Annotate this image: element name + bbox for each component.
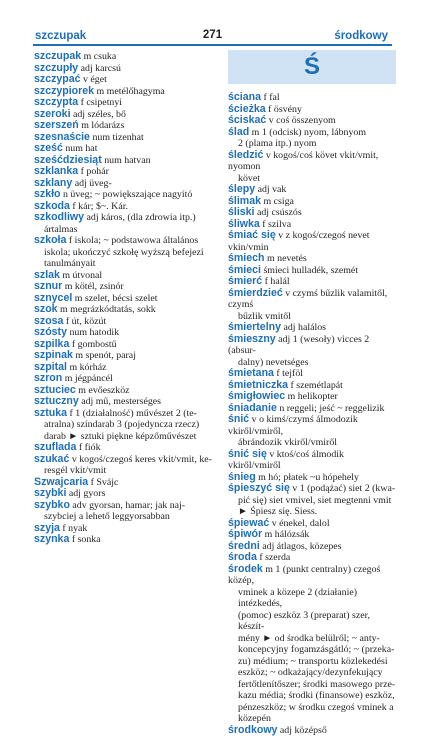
entry-headword: śmierć xyxy=(228,275,262,287)
entry-definition: eszköz; ~ odkażający/dezynfekujący xyxy=(238,667,383,678)
entry-definition: adj középső xyxy=(280,725,327,736)
entry-definition: f nyak xyxy=(62,523,87,534)
right-column xyxy=(228,92,398,736)
entry-headword: ścieżka xyxy=(228,103,266,115)
entry-definition: kazu média; środki (finansowe) eszköz, xyxy=(238,690,395,701)
entry-definition: adj széles, bő xyxy=(73,109,126,120)
entry-definition: m kórház xyxy=(69,362,106,373)
entry-headword: śmietana xyxy=(228,367,274,379)
entry-definition: f tejföl xyxy=(276,368,303,379)
entry-definition: m metélőhagyma xyxy=(97,86,165,97)
dictionary-entry xyxy=(228,449,398,472)
entry-definition: bűzlik vmitől xyxy=(238,311,291,322)
entry-definition: adj csúszós xyxy=(257,207,302,218)
entry-headword: śledzić xyxy=(228,149,263,161)
entry-headword: ślepy xyxy=(228,183,255,195)
entry-definition: adj halálos xyxy=(283,322,326,333)
entry-headword: szkoda xyxy=(34,200,70,212)
entry-definition: f csipetnyi xyxy=(81,97,122,108)
entry-headword: środek xyxy=(228,563,263,575)
entry-continuation xyxy=(228,690,398,702)
entry-definition: m helikopter xyxy=(288,391,338,402)
entry-continuation xyxy=(34,247,218,259)
entry-definition: koncepcyjny fogamzásgátló; ~ (przeka- xyxy=(238,644,394,655)
entry-definition: m lódarázs xyxy=(81,120,124,131)
dictionary-entry xyxy=(228,230,398,253)
entry-headword: średni xyxy=(228,540,260,552)
dictionary-entry xyxy=(228,414,398,437)
entry-definition: f sonka xyxy=(72,534,101,545)
entry-continuation xyxy=(34,511,218,523)
entry-headword: szok xyxy=(34,303,58,315)
entry-headword: szczypta xyxy=(34,96,78,108)
entry-definition: f 1 (działalność) művészet 2 (te- xyxy=(69,408,197,419)
entry-definition: m hálózsák xyxy=(265,529,310,540)
entry-headword: szesnaście xyxy=(34,131,90,143)
entry-definition: m jégpáncél xyxy=(65,373,113,384)
dictionary-entry xyxy=(228,725,398,736)
entry-headword: środkowy xyxy=(228,724,277,736)
entry-headword: szkodliwy xyxy=(34,211,84,223)
dictionary-entry xyxy=(34,235,218,247)
entry-headword: szeroki xyxy=(34,108,71,120)
entry-definition: adj mű, mesterséges xyxy=(81,396,161,407)
entry-headword: śmieszny xyxy=(228,333,276,345)
page-header xyxy=(0,0,425,44)
entry-headword: śmietniczka xyxy=(228,379,288,391)
entry-headword: śnieg xyxy=(228,471,256,483)
entry-definition: 2 (plama itp.) nyom xyxy=(238,138,316,149)
dictionary-entry xyxy=(228,115,398,127)
entry-headword: ślad xyxy=(228,126,249,138)
entry-definition: f Svájc xyxy=(91,477,119,488)
entry-continuation xyxy=(228,633,398,645)
entry-headword: szyja xyxy=(34,522,60,534)
dictionary-entry xyxy=(228,334,398,357)
entry-headword: sznur xyxy=(34,280,62,292)
entry-definition: közepén xyxy=(238,713,271,724)
entry-headword: śmiać się xyxy=(228,229,276,241)
entry-definition: f pohár xyxy=(81,166,109,177)
entry-continuation xyxy=(34,258,218,270)
entry-definition: ► Śpiesz się. Siess. xyxy=(238,506,317,517)
dictionary-entry xyxy=(228,564,398,587)
dictionary-entry xyxy=(34,500,218,512)
page-number: 271 xyxy=(0,29,425,41)
entry-definition: mény ► od środka belülről; ~ anty- xyxy=(238,633,380,644)
entry-headword: szósty xyxy=(34,326,67,338)
entry-definition: v ktoś/coś álmodik vkiről/vmiről xyxy=(228,449,344,472)
entry-definition: pić się) siet vmivel, siet megtenni vmit xyxy=(238,495,391,506)
entry-definition: f kár; $~. Kár. xyxy=(72,201,128,212)
entry-definition: adv gyorsan, hamar; jak naj- xyxy=(72,500,185,511)
entry-definition: f fiók xyxy=(79,442,101,453)
entry-definition: f iskola; ~ podstawowa általános xyxy=(69,235,198,246)
entry-headword: śpiewać xyxy=(228,517,269,529)
entry-headword: szczypiorek xyxy=(34,85,94,97)
entry-definition: v éget xyxy=(83,74,107,85)
entry-definition: num hatodik xyxy=(69,327,119,338)
dictionary-entry xyxy=(228,403,398,415)
entry-definition: f szerda xyxy=(259,552,290,563)
entry-headword: śnić się xyxy=(228,448,267,460)
entry-definition: zu) médium; ~ transportu közlekedési xyxy=(238,656,388,667)
entry-continuation xyxy=(34,419,218,431)
entry-definition: resgél vkit/vmit xyxy=(44,465,106,476)
entry-headword: śliwka xyxy=(228,218,260,230)
entry-headword: śliski xyxy=(228,206,255,218)
entry-definition: ábrándozik vkiről/vmiről xyxy=(238,437,337,448)
entry-headword: szklany xyxy=(34,177,72,189)
entry-headword: śmierdzieć xyxy=(228,287,283,299)
entry-headword: śmieci xyxy=(228,264,261,276)
dictionary-entry xyxy=(34,212,218,224)
entry-definition: m csuka xyxy=(84,51,117,62)
entry-definition: m útvonal xyxy=(62,270,102,281)
entry-definition: n reggeli; jeść ~ reggelizik xyxy=(279,403,384,414)
entry-definition: darab ► sztuki piękne képzőművészet xyxy=(44,431,196,442)
entry-definition: v z kogoś/czegoś nevet vkin/vmin xyxy=(228,230,370,253)
entry-definition: adj vak xyxy=(258,184,287,195)
dictionary-entry xyxy=(228,150,398,173)
entry-headword: śmiech xyxy=(228,252,265,264)
entry-definition: tanulmányait xyxy=(44,258,96,269)
entry-definition: m 1 (punkt centralny) czegoś közép, xyxy=(228,564,380,587)
entry-headword: szczupak xyxy=(34,50,81,62)
entry-definition: f út, közút xyxy=(66,316,106,327)
entry-headword: ściskać xyxy=(228,114,266,126)
entry-headword: szukać xyxy=(34,453,69,465)
entry-definition: szybciej a lehető leggyorsabban xyxy=(44,511,170,522)
entry-headword: śpiwór xyxy=(228,528,262,540)
entry-continuation xyxy=(228,702,398,714)
entry-continuation xyxy=(228,679,398,691)
entry-headword: śniadanie xyxy=(228,402,277,414)
entry-definition: m megrázkódtatás, sokk xyxy=(60,304,156,315)
dictionary-entry xyxy=(34,178,218,190)
entry-definition: num hatvan xyxy=(104,155,150,166)
entry-headword: środa xyxy=(228,551,257,563)
entry-headword: sześć xyxy=(34,142,63,154)
entry-continuation xyxy=(228,610,398,633)
entry-headword: szybki xyxy=(34,487,66,499)
entry-definition: f halál xyxy=(265,276,290,287)
entry-definition: m hó; płatek ~u hópehely xyxy=(258,472,359,483)
header-guide-word-right: środkowy xyxy=(334,30,388,42)
entry-definition: adj üveg- xyxy=(75,178,112,189)
entry-definition: iskola; ukończyć szkołę wyższą befejezi xyxy=(44,247,204,258)
entry-definition: śmieci hulladék, szemét xyxy=(263,265,358,276)
entry-headword: śpieszyć się xyxy=(228,482,290,494)
entry-headword: szpilka xyxy=(34,338,69,350)
entry-headword: szklanka xyxy=(34,165,78,177)
entry-headword: śnić xyxy=(228,413,249,425)
dictionary-entry xyxy=(228,127,398,139)
entry-definition: fertőtlenítőszer; środki masowego prze- xyxy=(238,679,395,690)
entry-headword: sztuciec xyxy=(34,384,76,396)
entry-headword: szron xyxy=(34,372,62,384)
entry-definition: num tizenhat xyxy=(92,132,143,143)
entry-headword: szosa xyxy=(34,315,63,327)
entry-continuation xyxy=(228,644,398,656)
entry-definition: v o kimś/czymś álmodozik vkiről/vmiről, xyxy=(228,414,358,437)
entry-definition: n üveg; ~ powiększające nagyító xyxy=(63,189,192,200)
entry-definition: f fal xyxy=(263,92,279,103)
entry-definition: vminek a közepe 2 (działanie) intézkedés, xyxy=(238,587,357,610)
entry-headword: sztuczny xyxy=(34,395,79,407)
entry-headword: szpital xyxy=(34,361,67,373)
entry-headword: śmigłowiec xyxy=(228,390,285,402)
entry-headword: szybko xyxy=(34,499,70,511)
entry-definition: m kötél, zsinór xyxy=(65,281,124,292)
entry-headword: szlak xyxy=(34,269,60,281)
entry-headword: sześćdziesiąt xyxy=(34,154,102,166)
entry-headword: szerszeń xyxy=(34,119,79,131)
dictionary-entry xyxy=(34,293,218,305)
entry-definition: m nevetés xyxy=(267,253,307,264)
entry-definition: adj karcsú xyxy=(81,63,121,74)
entry-headword: Szwajcaria xyxy=(34,476,88,488)
entry-definition: num hat xyxy=(65,143,97,154)
entry-definition: m szelet, bécsi szelet xyxy=(75,293,158,304)
entry-definition: v czymś bűzlik valamitől, czymś xyxy=(228,288,387,311)
entry-continuation xyxy=(228,587,398,610)
entry-headword: ściana xyxy=(228,91,261,103)
entry-headword: ślimak xyxy=(228,195,261,207)
entry-definition: adj káros, (dla zdrowia itp.) xyxy=(87,212,196,223)
header-guide-word-left: szczupak xyxy=(35,30,86,42)
left-column xyxy=(34,51,218,546)
entry-definition: m 1 (odcisk) nyom, lábnyom xyxy=(252,127,366,138)
entry-definition: f szilva xyxy=(262,219,291,230)
entry-definition: ártalmas xyxy=(44,224,77,235)
entry-headword: śmiertelny xyxy=(228,321,281,333)
entry-continuation xyxy=(228,495,398,507)
entry-headword: szkoła xyxy=(34,234,66,246)
entry-definition: v 1 (podążać) siet 2 (kwa- xyxy=(292,483,395,494)
entry-definition: dalny) nevetséges xyxy=(238,357,308,368)
entry-definition: m csiga xyxy=(263,196,293,207)
entry-headword: sznycel xyxy=(34,292,72,304)
entry-headword: sztuka xyxy=(34,407,67,419)
entry-continuation xyxy=(228,656,398,668)
entry-headword: szpinak xyxy=(34,349,73,361)
entry-definition: f szemétlapát xyxy=(291,380,343,391)
dictionary-entry xyxy=(34,408,218,420)
dictionary-entry xyxy=(34,534,218,546)
section-letter-banner xyxy=(228,50,396,84)
entry-definition: v énekel, dalol xyxy=(272,518,330,529)
section-letter: Ś xyxy=(228,50,396,84)
entry-definition: pénzeszköz; w środku czegoś vminek a xyxy=(238,702,393,713)
entry-definition: m evőeszköz xyxy=(78,385,129,396)
entry-definition: v coś összenyom xyxy=(269,115,336,126)
entry-definition: v kogoś/coś követ vkit/vmit, nyomon xyxy=(228,150,378,173)
dictionary-entry xyxy=(228,483,398,495)
entry-definition: f ösvény xyxy=(268,104,302,115)
dictionary-entry xyxy=(34,454,218,466)
entry-definition: f gombostű xyxy=(72,339,117,350)
entry-definition: atralna) színdarab 3 (pojedyncza rzecz) xyxy=(44,419,199,430)
header-rule xyxy=(33,44,392,46)
entry-headword: szczypać xyxy=(34,73,81,85)
entry-definition: adj átlagos, közepes xyxy=(262,541,341,552)
entry-headword: szkło xyxy=(34,188,61,200)
entry-continuation xyxy=(228,667,398,679)
entry-headword: szuflada xyxy=(34,441,76,453)
dictionary-entry xyxy=(228,288,398,311)
entry-definition: követ xyxy=(238,173,260,184)
entry-definition: (pomoc) eszköz 3 (preparat) szer, készít- xyxy=(238,610,370,633)
entry-definition: v kogoś/czegoś keres vkit/vmit, ke- xyxy=(72,454,212,465)
entry-headword: szczupły xyxy=(34,62,78,74)
entry-definition: m spenót, paraj xyxy=(75,350,136,361)
entry-definition: adj gyors xyxy=(69,488,105,499)
entry-headword: szynka xyxy=(34,533,69,545)
entry-definition: adj 1 (wesoły) vicces 2 (absur- xyxy=(228,334,369,357)
